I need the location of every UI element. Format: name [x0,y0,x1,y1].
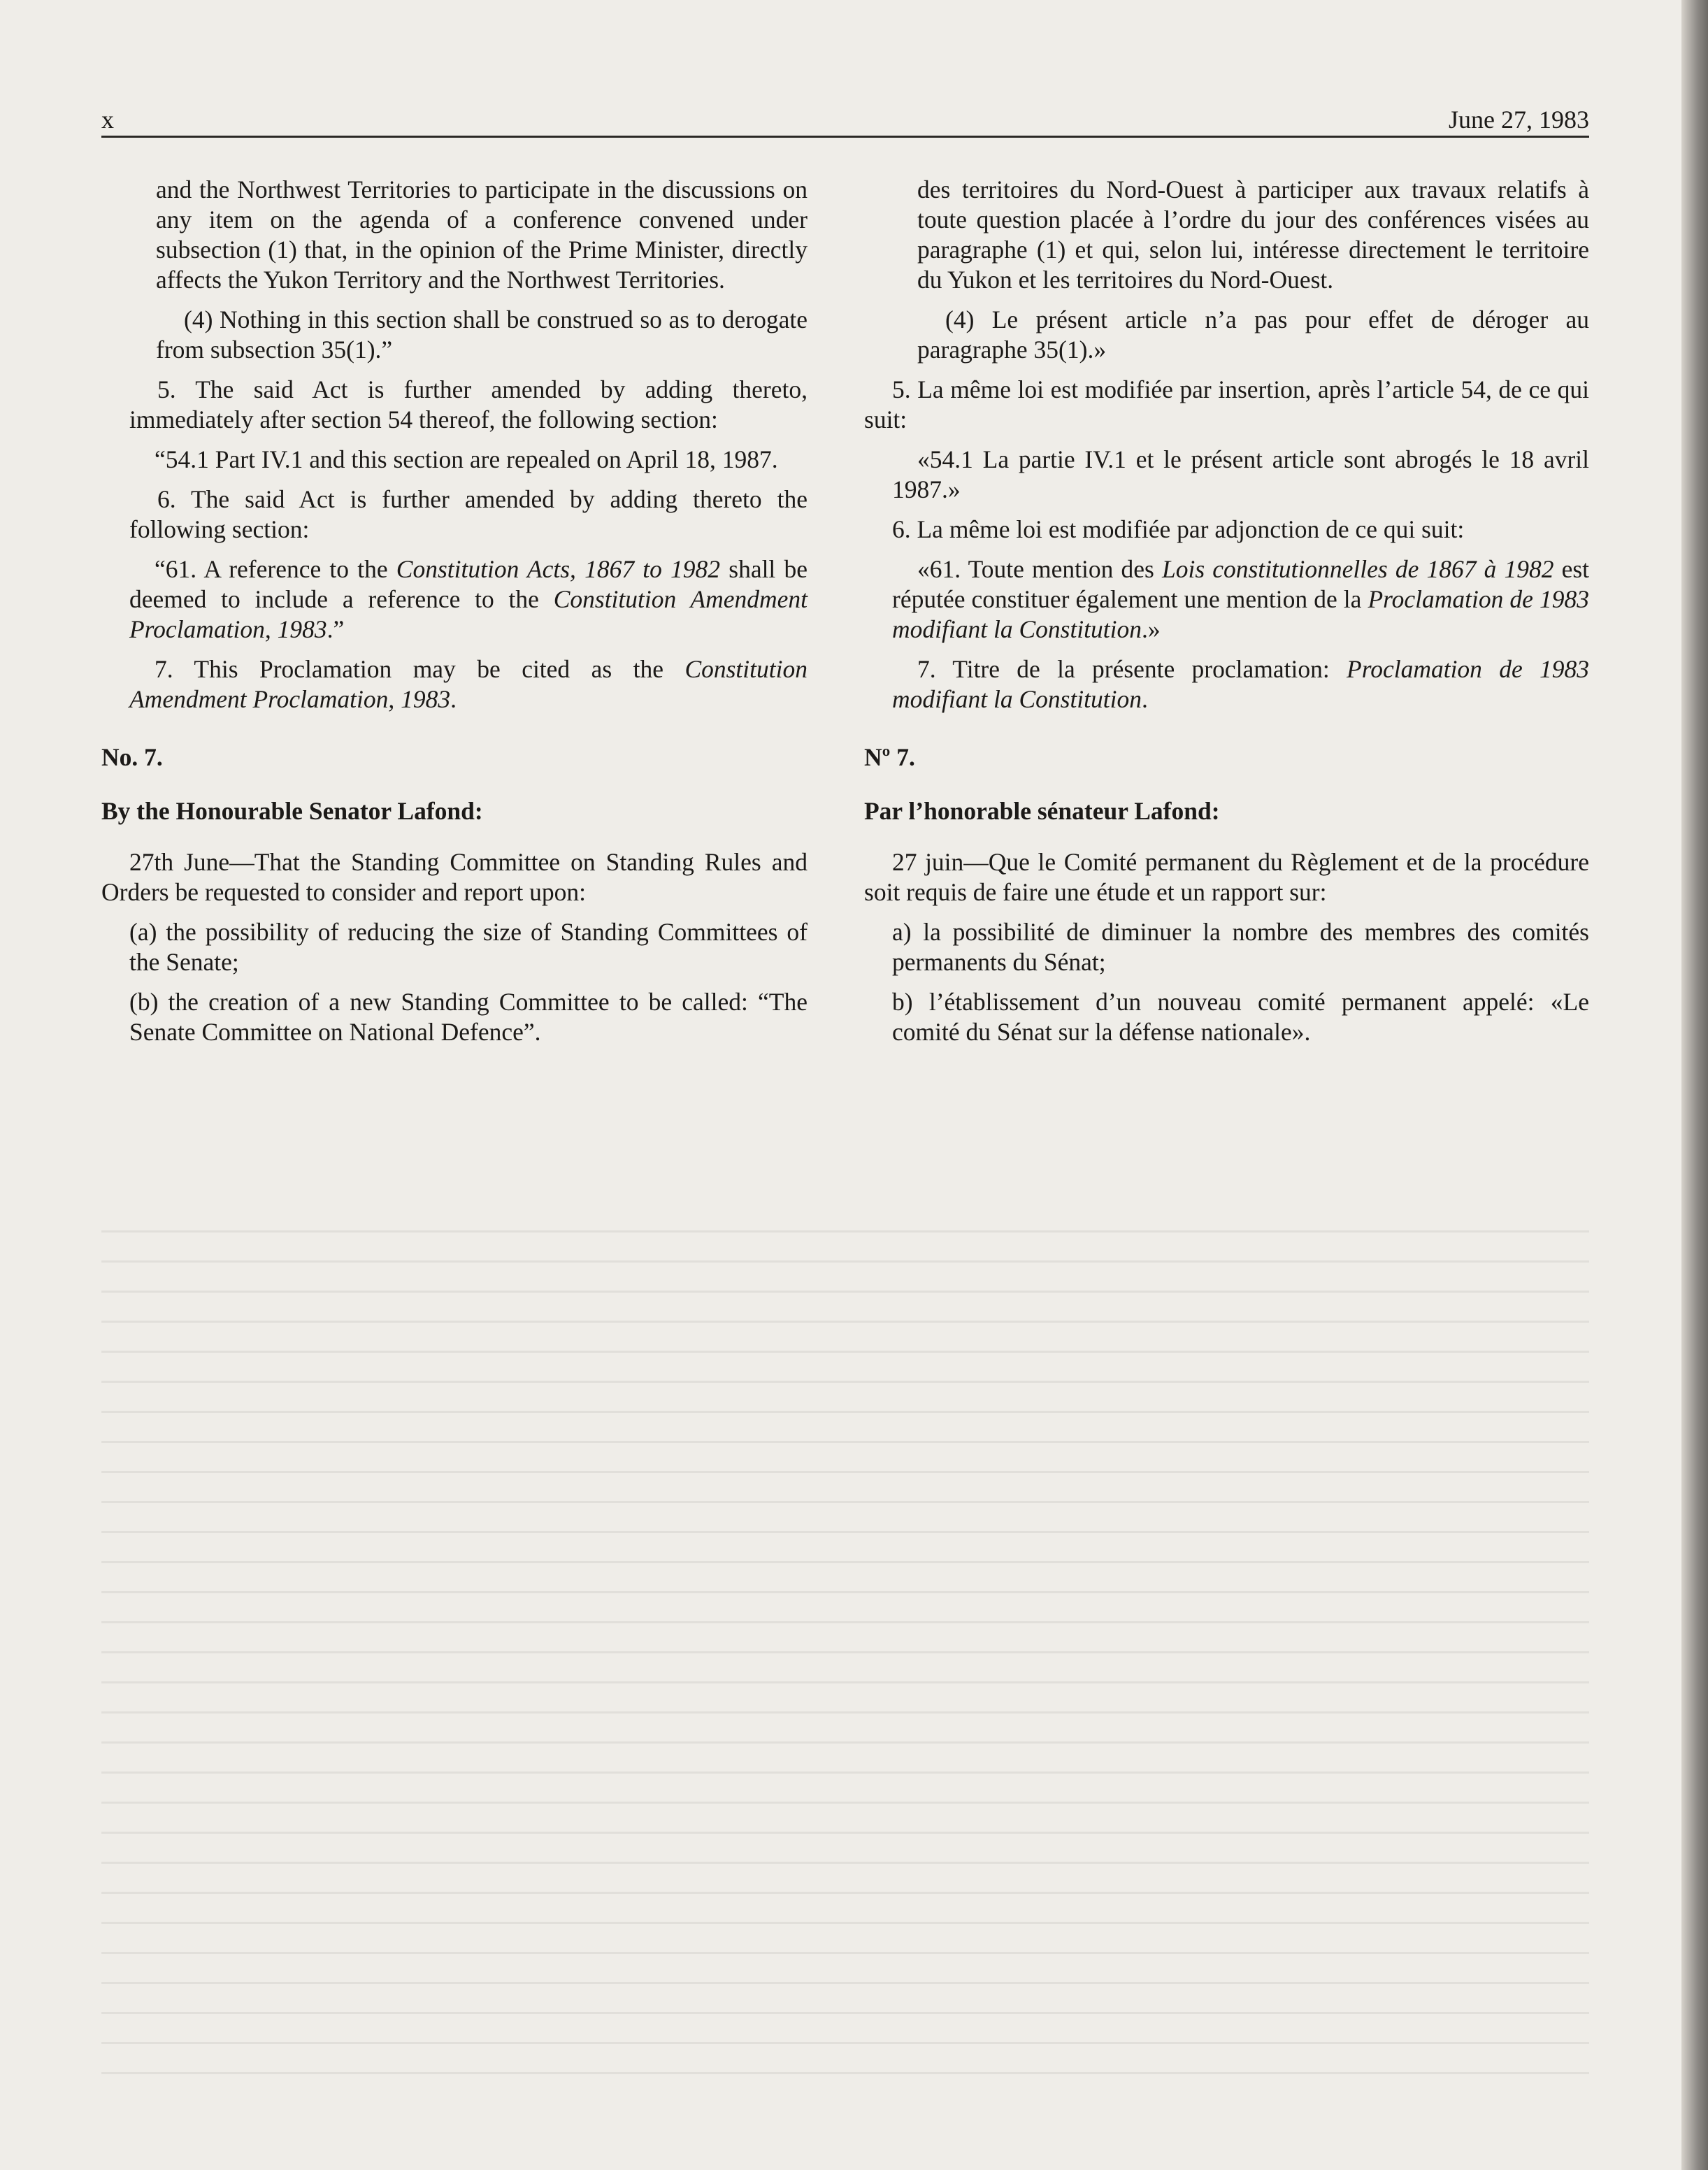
motion-item-b-fr: b) l’établissement d’un nouveau comité permanent appelé: «Le comité du Sénat sur la défense nationale». [892,988,1589,1046]
motion-text: 27th June—That the Standing Committee on Standing Rules and Orders be requested to consider and report upon: [101,848,808,906]
continuation-paragraph-fr: des territoires du Nord-Ouest à participer aux travaux relatifs à toute question placée à l’ordre du jour des conférences visées au paragraphe (1) et qui, selon lui, intéresse directement le territoire du Yukon et les territoires du Nord-Ouest. [917,175,1589,294]
section-7-fr: 7. Titre de la présente proclamation: Proclamation de 1983 modifiant la Constitution. [892,655,1590,713]
page-header [101,105,1589,138]
section-7: 7. This Proclamation may be cited as the Constitution Amendment Proclamation, 1983. [129,655,808,713]
subsection-4: (4) Nothing in this section shall be construed so as to derogate from subsection 35(1).” [156,306,808,364]
section-61: “61. A reference to the Constitution Acts, 1867 to 1982 shall be deemed to include a reference to the Constitution Amendment Proclamation, 1983.” [129,555,808,643]
section-6: 6. The said Act is further amended by adding thereto the following section: [129,485,808,543]
page-folio: x [101,106,114,134]
english-column [101,175,808,1057]
section-54-1-fr: «54.1 La partie IV.1 et le présent article sont abrogés le 18 avril 1987.» [892,445,1589,503]
motion-item-a-fr: a) la possibilité de diminuer la nombre des membres des comités permanents du Sénat; [892,918,1589,976]
motion-number-fr: Nº 7. [864,743,915,771]
motion-item-a: (a) the possibility of reducing the size of Standing Committees of the Senate; [129,918,808,976]
motion-item-b: (b) the creation of a new Standing Committee to be called: “The Senate Committee on National Defence”. [129,988,808,1046]
header-rule [101,136,1589,138]
motion-text-fr: 27 juin—Que le Comité permanent du Règlement et de la procédure soit requis de faire une étude et un rapport sur: [864,848,1589,906]
motion-mover-fr: Par l’honorable sénateur Lafond: [864,797,1220,825]
motion-number: No. 7. [101,743,163,771]
section-5: 5. The said Act is further amended by adding thereto, immediately after section 54 thereof, the following section: [129,375,808,433]
subsection-4-fr: (4) Le présent article n’a pas pour effet de déroger au paragraphe 35(1).» [917,306,1589,364]
show-through-texture [101,1230,1589,2097]
section-5-fr: 5. La même loi est modifiée par insertion, après l’article 54, de ce qui suit: [864,375,1589,433]
section-54-1: “54.1 Part IV.1 and this section are repealed on April 18, 1987. [155,445,778,473]
page-date: June 27, 1983 [1449,106,1589,134]
section-61-fr: «61. Toute mention des Lois constitutionnelles de 1867 à 1982 est réputée constituer également une mention de la Proclamation de 1983 modifiant la Constitution.» [892,555,1590,643]
binding-edge [1681,0,1708,2170]
section-6-fr: 6. La même loi est modifiée par adjonction de ce qui suit: [892,515,1465,543]
motion-mover: By the Honourable Senator Lafond: [101,797,483,825]
continuation-paragraph: and the Northwest Territories to participate in the discussions on any item on the agenda of a conference convened under subsection (1) that, in the opinion of the Prime Minister, directly affects the Yukon Territory and the Northwest Territories. [156,175,808,294]
french-column [864,175,1589,1057]
